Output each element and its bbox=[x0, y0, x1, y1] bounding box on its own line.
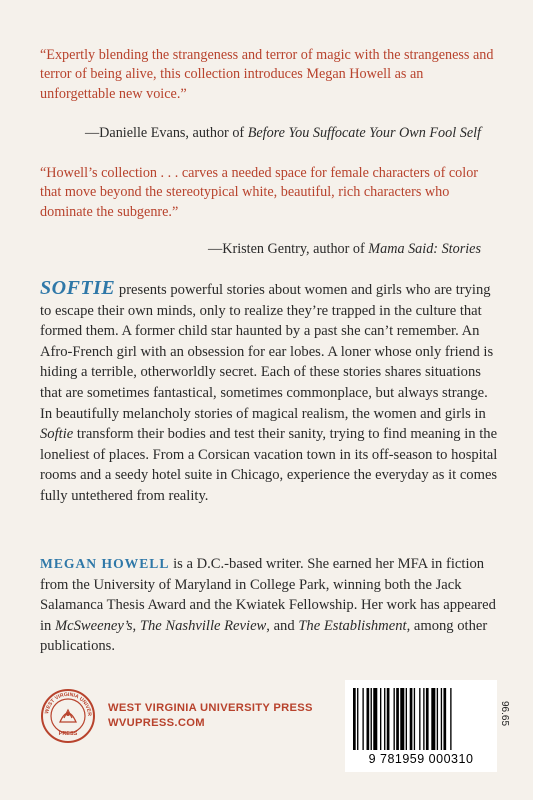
barcode-bar bbox=[371, 688, 372, 750]
barcode-bar bbox=[431, 688, 435, 750]
barcode-bar bbox=[394, 688, 395, 750]
barcode-bar bbox=[400, 688, 404, 750]
publisher-url: WVUPRESS.COM bbox=[108, 717, 205, 729]
seal-text: WEST VIRGINIA UNIVER bbox=[44, 691, 93, 717]
barcode-bar bbox=[357, 688, 358, 750]
book-title: SOFTIE bbox=[40, 277, 116, 299]
isbn-barcode bbox=[345, 680, 497, 772]
publisher-seal-icon bbox=[40, 688, 96, 744]
barcode-bar bbox=[443, 688, 446, 750]
description-text: presents powerful stories about women and girls who are trying to escape their own minds, only to realize they’re trapped in the culture that formed them. A former child star haunted by a past she can’t remember. An Afro-French girl with an obsession for ear lobes. A loner whose only friend is hiding a terrible, otherworldly secret. Each of these stories shares situations that are sometimes fantastical, sometimes commonplace, but always strange. In beautifully melancholy stories of magical realism, the women and girls in bbox=[40, 282, 494, 422]
attribution-text: —Danielle Evans, author of bbox=[84, 125, 248, 141]
bio-separator: , bbox=[132, 617, 140, 634]
book-title-inline: Softie bbox=[40, 426, 74, 443]
barcode-bar bbox=[384, 688, 385, 750]
blurb-attribution-1 bbox=[85, 124, 481, 143]
attribution-book-title: Before You Suffocate Your Own Fool Self bbox=[247, 125, 481, 141]
blurb-quote-2: “Howell’s collection . . . carves a needed space for female characters of color that move beyond the stereotypical white, beautiful, rich characters who dominate the subgenre.” bbox=[40, 165, 479, 220]
author-name: MEGAN HOWELL bbox=[40, 556, 170, 571]
book-description bbox=[40, 278, 502, 507]
barcode-bar bbox=[410, 688, 413, 750]
barcode-bars-icon bbox=[353, 688, 489, 750]
blurb-attribution-2 bbox=[208, 240, 481, 259]
isbn-number: 9 781959 000310 bbox=[368, 752, 474, 766]
attribution-text: —Kristen Gentry, author of bbox=[208, 241, 369, 257]
barcode-bar bbox=[353, 688, 356, 750]
bio-text-end: , among other publications. bbox=[40, 617, 488, 655]
bio-text: is a D.C.-based writer. She earned her MFA in fiction from the University of Maryland in College Park, winning both the Jack Salamanca Thesis Award and the Kwiatek Fellowship. Her work has appeared in bbox=[40, 556, 496, 634]
barcode-bar bbox=[419, 688, 420, 750]
barcode-bar bbox=[406, 688, 407, 750]
publication-3: The Establishment bbox=[298, 617, 407, 634]
author-bio bbox=[40, 554, 502, 657]
publication-2: The Nashville Review bbox=[139, 617, 267, 634]
barcode-bar bbox=[373, 688, 377, 750]
barcode-bar bbox=[437, 688, 438, 750]
attribution-book-title: Mama Said: Stories bbox=[368, 241, 481, 257]
seal-word: PRESS bbox=[58, 731, 78, 737]
barcode-bar bbox=[450, 688, 451, 750]
barcode-bar bbox=[367, 688, 370, 750]
barcode-bar bbox=[380, 688, 381, 750]
publication-1: McSweeney’s bbox=[55, 617, 133, 634]
barcode-bar bbox=[423, 688, 424, 750]
barcode-bar bbox=[396, 688, 399, 750]
barcode-bar bbox=[441, 688, 442, 750]
description-text-continued: transform their bodies and test their sanity, trying to find meaning in the loneliest of places. From a Corsican vacation town in its off-season to hospital rooms and a seedy hotel suite in Chicago, experience the everyday as it comes fully untethered from reality. bbox=[40, 426, 498, 504]
publisher-block bbox=[40, 688, 313, 744]
bio-separator: , and bbox=[266, 617, 299, 634]
price-code bbox=[498, 688, 528, 748]
price-text: 96.65 bbox=[499, 700, 511, 727]
blurb-quote-1: “Expertly blending the strangeness and terror of magic with the strangeness and terror of being alive, this collection introduces Megan Howell as an unforgettable new voice.” bbox=[40, 47, 494, 102]
barcode-bar bbox=[362, 688, 363, 750]
barcode-bar bbox=[426, 688, 429, 750]
barcode-bar bbox=[387, 688, 390, 750]
publisher-name: WEST VIRGINIA UNIVERSITY PRESS bbox=[108, 702, 313, 714]
barcode-bar bbox=[414, 688, 415, 750]
